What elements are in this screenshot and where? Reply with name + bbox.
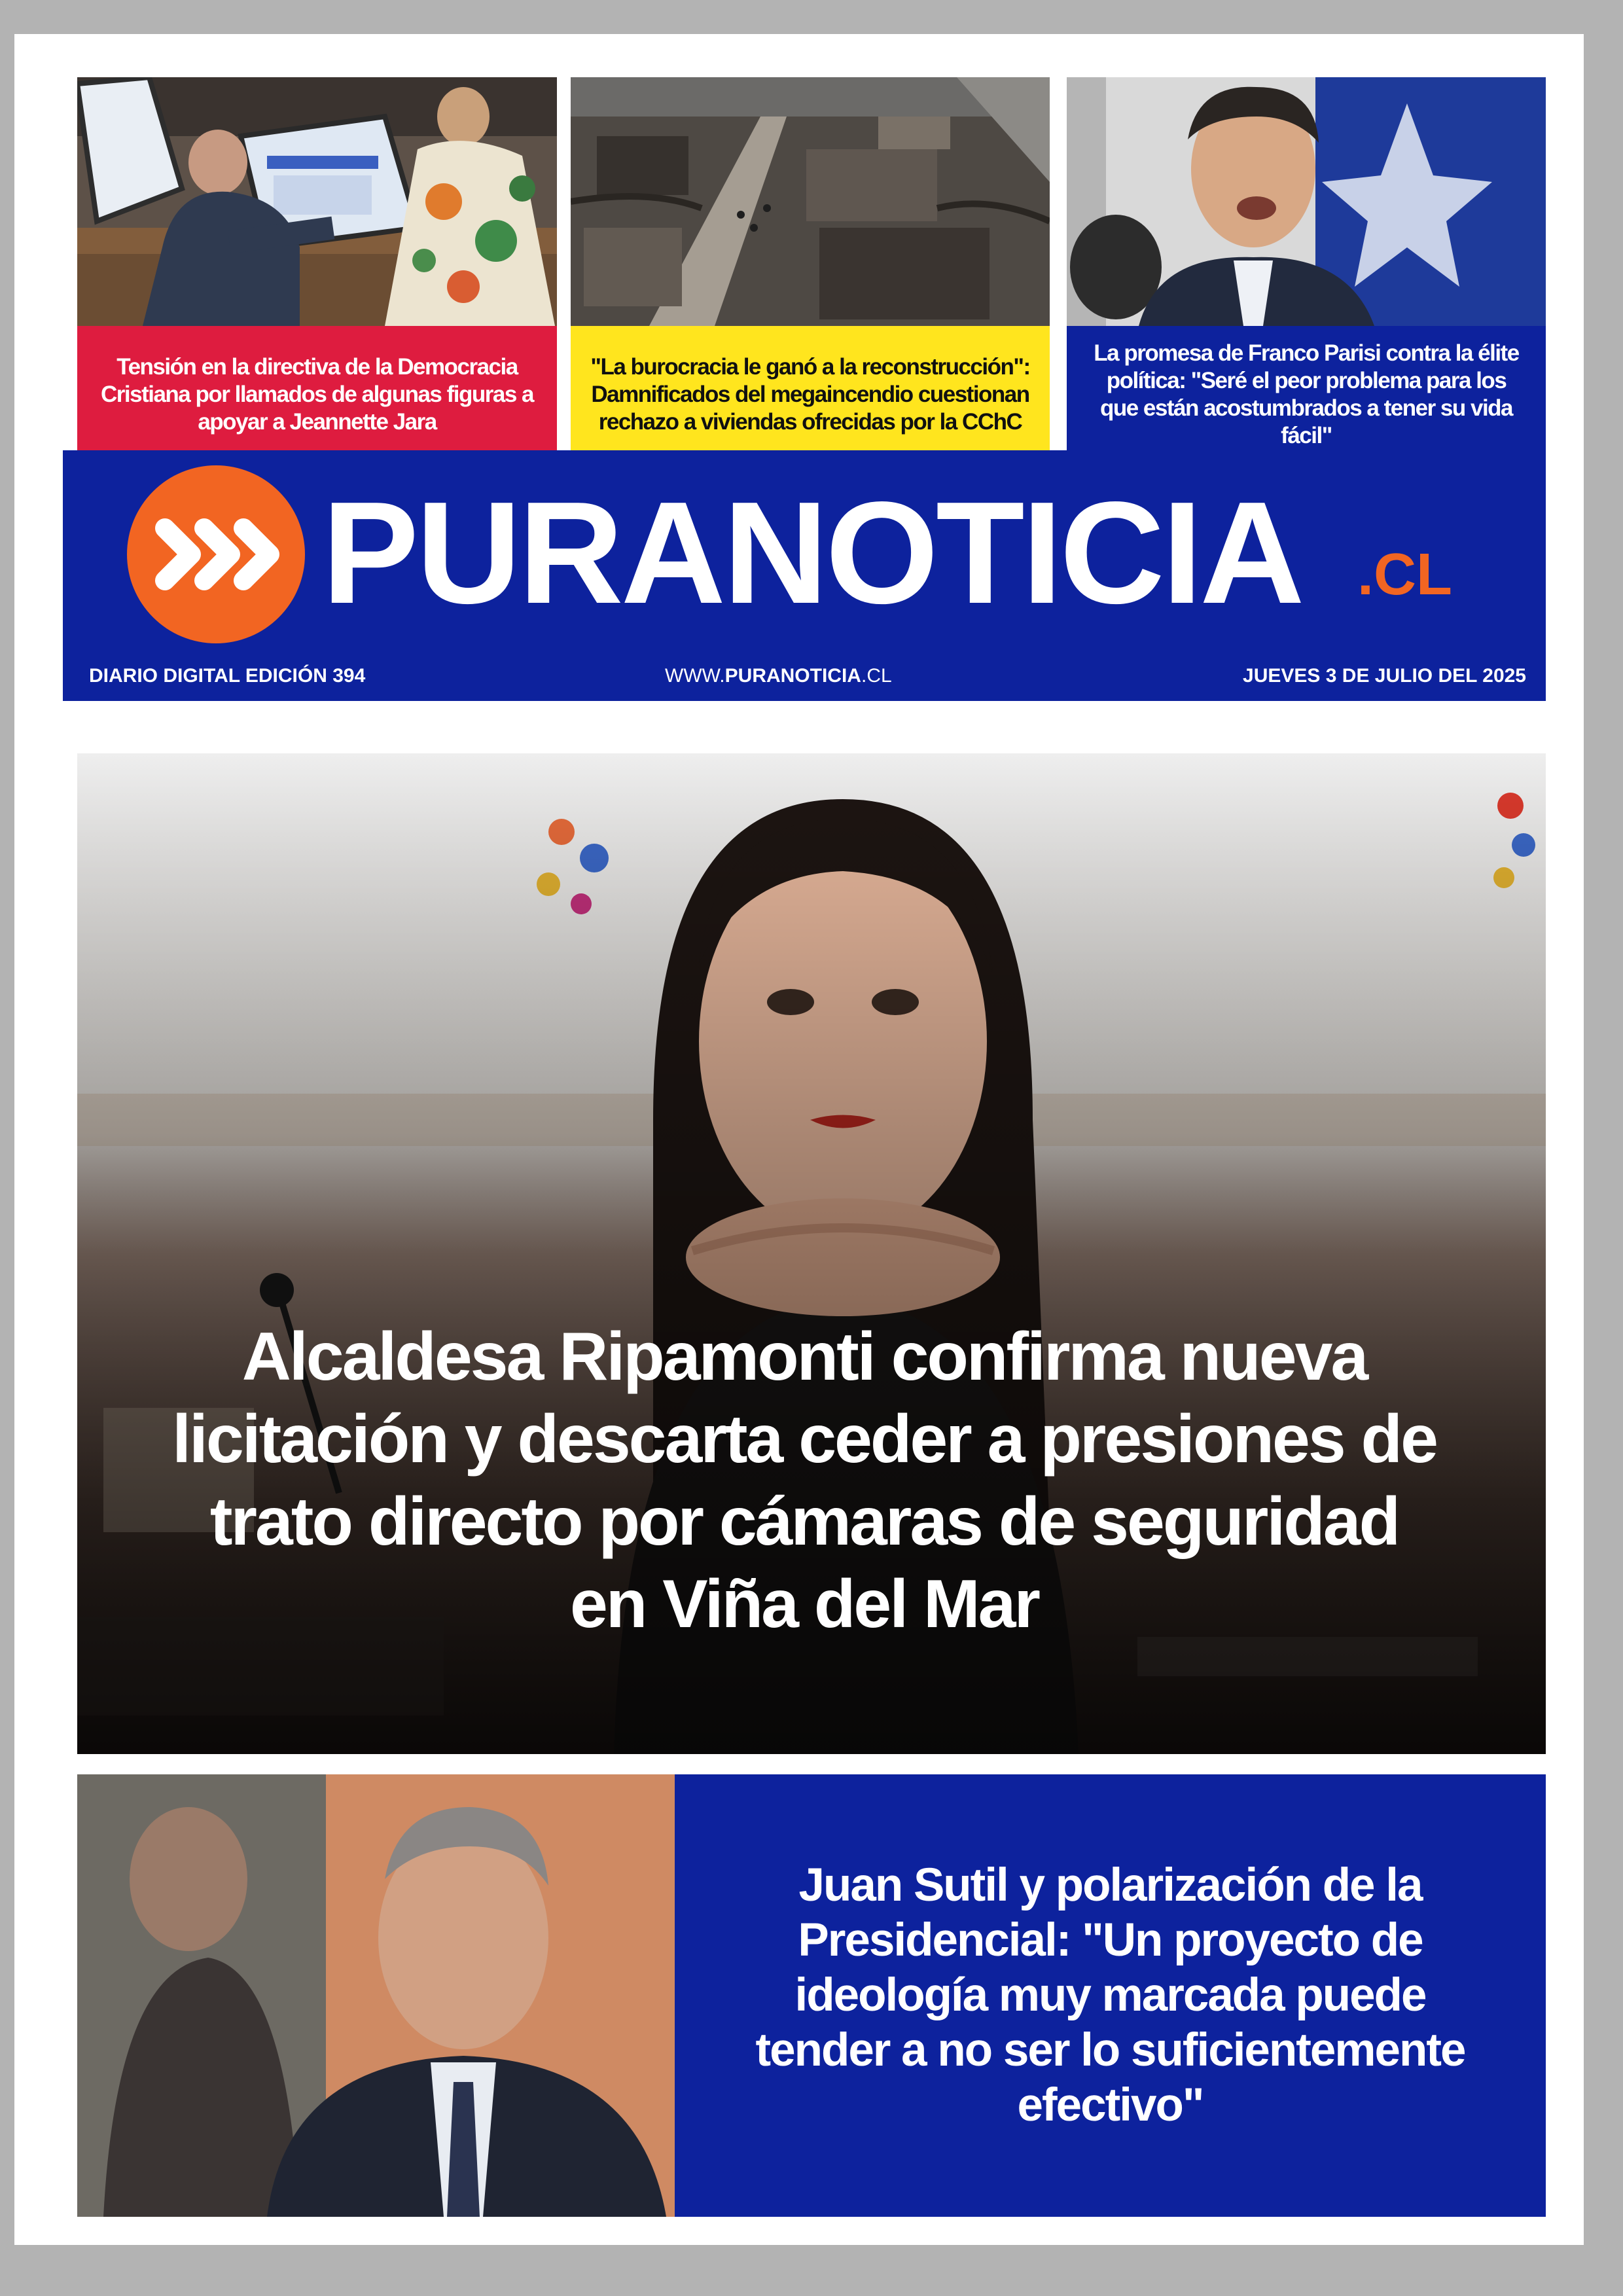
site-url[interactable] (665, 664, 892, 688)
url-prefix: WWW. (665, 665, 725, 687)
brand-name: PURANOTICIA (322, 472, 1302, 634)
bottom-story-text: Juan Sutil y polarización de la Presidencial: "Un proyecto de ideología muy marcada puede tender a no ser lo suficientemente efectivo" (755, 1859, 1465, 2131)
top-story-3-headline[interactable] (1067, 326, 1546, 463)
brand-tld: .CL (1357, 542, 1452, 607)
top-story-3-text: La promesa de Franco Parisi contra la élite política: "Seré el peor problema para los que están acostumbrados a tener su vida fácil" (1094, 340, 1519, 448)
bottom-story-headline[interactable] (675, 1774, 1546, 2217)
url-suffix: .CL (861, 665, 892, 687)
logo-arrows-icon (127, 465, 305, 643)
top-story-3-photo[interactable] (1067, 77, 1546, 326)
issue-date: JUEVES 3 DE JULIO DEL 2025 (1243, 665, 1526, 687)
edition-label: DIARIO DIGITAL EDICIÓN 394 (89, 665, 366, 687)
top-story-1-headline[interactable] (77, 326, 557, 463)
top-story-1-text: Tensión en la directiva de la Democracia Cristiana por llamados de algunas figuras a apoyar a Jeannette Jara (101, 354, 533, 435)
top-story-2-headline[interactable] (571, 326, 1050, 463)
top-story-1-photo[interactable] (77, 77, 557, 326)
url-name: PURANOTICIA (724, 665, 861, 687)
bottom-story-photo[interactable] (77, 1774, 675, 2217)
hero-headline[interactable]: Alcaldesa Ripamonti confirma nueva licitación y descarta ceder a presiones de trato directo por cámaras de seguridad en Viña del Mar (172, 1319, 1436, 1642)
top-story-2-photo[interactable] (571, 77, 1050, 326)
masthead (63, 450, 1546, 701)
top-story-2-text: "La burocracia le ganó a la reconstrucción": Damnificados del megaincendio cuestionan rechazo a viviendas ofrecidas por la CChC (590, 354, 1030, 435)
